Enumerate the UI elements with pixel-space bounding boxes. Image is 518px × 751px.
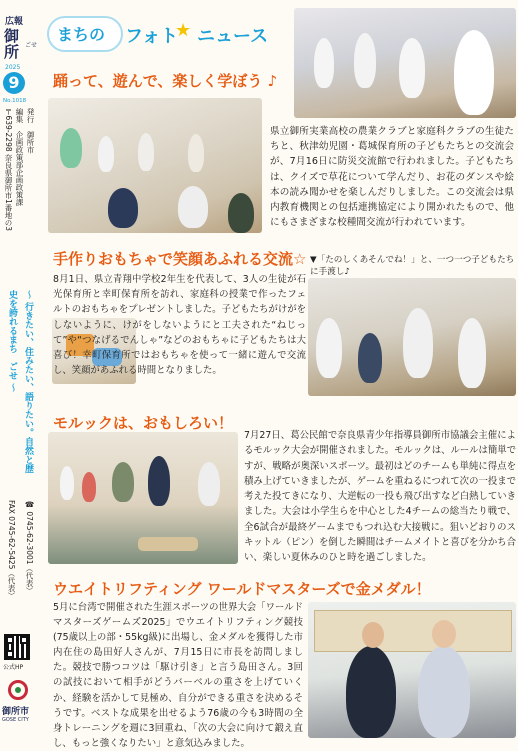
qr-code[interactable]: [4, 634, 30, 660]
article3-body: 7月27日、葛公民館で奈良県青少年指導員御所市協議会主催によるモルック大会が開催されました。モルックは、ルールは簡単ですが、戦略が奥深いスポーツ。最初はどのチームも単純に得点を積み上げていきましたが、ゲームを重ねるにつれて次の一投まで考えた投てきになり、大逆転の一投も飛び出すなど白熱していきました。大会は小学生らを中心とした4チームの総当たり戦で、全6試合が最終ゲームまでもつれ込む大接戦に。狙いどおりのスキットル（ピン）を倒した瞬間はチームメイトと喜びを分かち合い、楽しい夏休みのひと時を過ごしました。: [244, 430, 516, 564]
article4-body: 5月に台湾で開催された生涯スポーツの世界大会「ワールドマスターズゲームズ2025」でウエイトリフティング競技(75歳以上の部・55kg級)に出場し、金メダルを獲得した市内在住の島田好人さんが、7月15日に市長を訪問しました。競技で勝つコツは「駆け引き」と言う島田さん。3回の試技において相手がどうバーベルの重さを上げていくか、経験を活かして見極め、自分ができる重さを決めるそうです。ベストな成果を出せるよう76歳の今も3時間の全身トレーニングを週に3回重ね、「次の大会に向けて鍛え直し、もっと強くなりたい」と意気込みました。: [53, 602, 303, 749]
article3-photo: [48, 432, 238, 564]
header-banner: [47, 14, 282, 52]
masthead-name: 御所: [4, 27, 20, 61]
city-emblem-icon: [8, 680, 28, 700]
article1-photo-top: [294, 8, 516, 118]
article2-body: 8月1日、県立青翔中学校2年生を代表して、3人の生徒が石光保育所と幸町保育所を訪れ、家庭科の授業で作ったフェルトのおもちゃをプレゼントしました。子どもたちがけがをしないように、けがをしないようにと工夫された“ねじって”や“つなげるでんしゃ”などのおもちゃに子どもたちは大喜び！幸町保育所ではおもちゃを使って一緒に遊んで交流し、笑顔があふれる時間となりました。: [53, 274, 306, 377]
header-title-news: ニュース: [197, 26, 269, 47]
masthead-ruby: ごせ: [25, 42, 38, 49]
publisher-issue: [25, 108, 35, 154]
city-slogan: 〜 行きたい、住みたい、語りたい。自然と歴史を誇れるまち ごせ 〜: [7, 290, 33, 474]
editor: 企画政策部企画政策課: [15, 131, 24, 207]
sidebar: [0, 0, 44, 741]
header-title-photo: フォト: [125, 26, 179, 47]
city-logo-roman: GOSE CITY: [2, 717, 29, 723]
article2-caption: ▼「たのしくあそんでね！」と、一つ一つ子どもたちに手渡し♪: [310, 255, 515, 277]
issuer: 御所市: [26, 131, 35, 154]
article1-body: 県立御所実業高校の農業クラブと家庭科クラブの生徒たちと、秋津幼児園・葛城保育所の子どもたちとの交流会が、7月16日に防災交流館で行われました。子どもたちは、クイズで草花について学んだり、お花のダンスや絵本の読み聞かせを楽しんだりしました。この交流会は県内教育機関との包括連携協定により開かれたもので、他にもさまざまな校種間交流が行われています。: [270, 126, 514, 229]
fax-number: FAX 0745-62-5425（代表）: [7, 500, 16, 600]
article2-photo-children: [308, 278, 516, 396]
masthead-month: 9: [8, 73, 20, 92]
article1-photo-main: [48, 98, 262, 233]
masthead-issue: No.1018: [3, 98, 27, 104]
header-title-machi: まちの: [57, 25, 106, 44]
publisher-edit: [14, 108, 24, 206]
masthead-year: 2025: [5, 64, 21, 71]
publisher-address: 〒639-2298 奈良県御所市1番地の3: [4, 108, 13, 232]
tel-number: ☎ 0745-62-3001（代表）: [25, 500, 34, 595]
article2-heading: 手作りおもちゃで笑顔あふれる交流☆: [53, 250, 307, 268]
issue-label: 発行: [26, 108, 35, 123]
main-content: [44, 0, 518, 749]
article4-photo: [308, 602, 516, 738]
edit-label: 編集: [15, 108, 24, 123]
qr-label: 公式HP: [3, 664, 24, 671]
article3-heading: モルックは、おもしろい！: [53, 414, 234, 432]
city-logo-kanji: 御所市: [2, 707, 30, 717]
star-icon: ★: [175, 20, 192, 41]
month-badge: [3, 72, 25, 94]
masthead-guide: 広報: [5, 17, 24, 27]
article4-heading: ウエイトリフティング ワールドマスターズで金メダル！: [53, 580, 431, 598]
article1-heading: 踊って、遊んで、楽しく学ぼう ♪: [53, 72, 278, 90]
